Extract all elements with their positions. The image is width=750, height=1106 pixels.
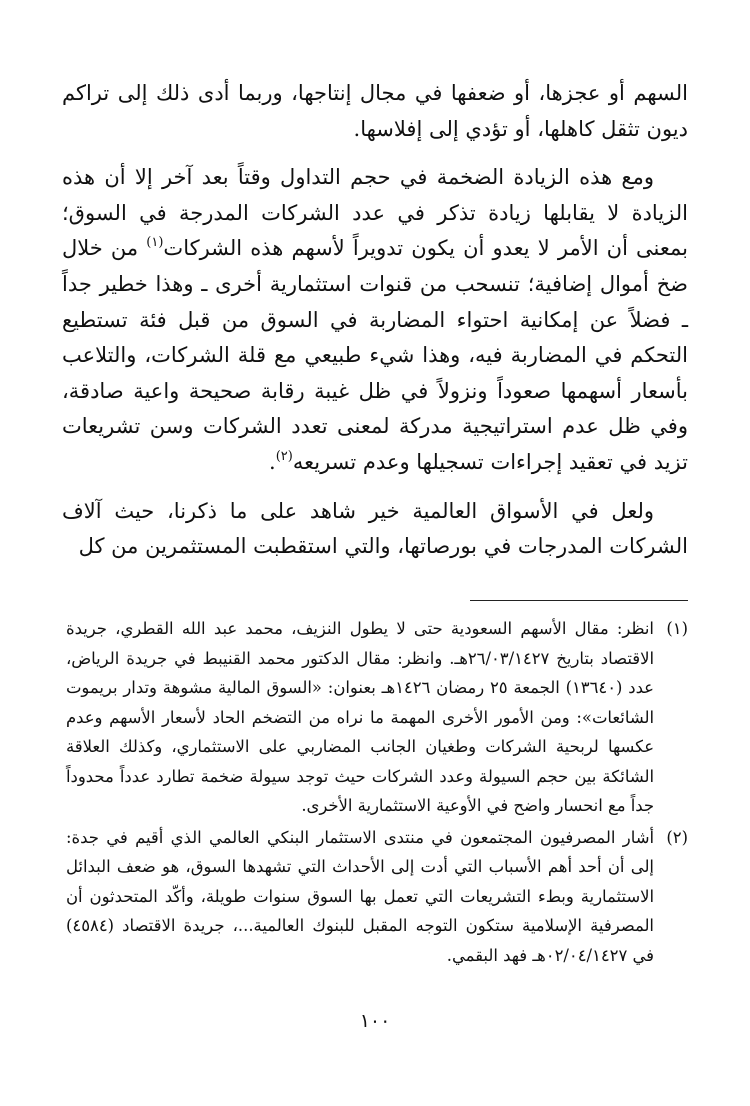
paragraph-3 [62, 494, 688, 565]
page-number: ١٠٠ [359, 1010, 391, 1032]
footnote-1-text: انظر: مقال الأسهم السعودية حتى لا يطول النزيف، محمد عبد الله القطري، جريدة الاقتصاد بتاريخ ٢٦/٠٣/١٤٢٧هـ. وانظر: مقال الدكتور محمد القنيبط في جريدة الرياض، عدد (١٣٦٤٠) الجمعة ٢٥ رمضان ١٤٢٦هـ بعنوان: «السوق المالية مشوهة وتدار بريموت الشائعات»: ومن الأمور الأخرى المهمة ما نراه من التضخم الحاد لأسعار الأسهم وعدم عكسها لربحية الشركات وطغيان الجانب المضاربي على الاستثماري، وكذلك العلاقة الشائكة بين حجم السيولة وعدد الشركات حيث توجد سيولة ضخمة تطارد عدداً محدوداً جداً مع انحسار واضح في الأوعية الاستثمارية الأخرى. [66, 619, 654, 815]
paragraph-3-text: ولعل في الأسواق العالمية خير شاهد على ما ذكرنا، حيث آلاف الشركات المدرجات في بورصاتها، والتي استقطبت المستثمرين من كل [62, 498, 688, 559]
paragraph-1 [62, 76, 688, 147]
footnote-ref-1[interactable]: (١) [146, 235, 164, 251]
footnote-1 [66, 614, 688, 821]
paragraph-2 [62, 160, 688, 480]
paragraph-2-text-c: . [269, 449, 276, 474]
paragraph-2-text-a: ومع هذه الزيادة الضخمة في حجم التداول وقتاً بعد آخر إلا أن هذه الزيادة لا يقابلها زيادة تذكر في عدد الشركات المدرجة في السوق؛ بمعنى أن الأمر لا يعدو أن يكون تدويراً لأسهم هذه الشركات [62, 165, 688, 261]
footnote-ref-2[interactable]: (٢) [275, 448, 293, 464]
main-text [62, 76, 688, 565]
footnote-1-number: (١) [666, 619, 688, 638]
paragraph-2-text-b: من خلال ضخ أموال إضافية؛ تنسحب من قنوات استثمارية أخرى ـ وهذا خطير جداً ـ فضلاً عن إمكانية احتواء المضاربة في السوق من قبل فئة تستطيع التحكم في المضاربة فيه، وهذا شيء طبيعي مع قلة الشركات، والتلاعب بأسعار أسهمها صعوداً ونزولاً في ظل غيبة رقابة صحيحة واعية صادقة، وفي ظل عدم استراتيجية مدركة لمعنى تعدد الشركات وسن تشريعات تزيد في تعقيد إجراءات تسجيلها وعدم تسريعه [62, 236, 688, 474]
footnote-separator [470, 600, 688, 601]
footnotes [66, 614, 688, 972]
footnote-2-number: (٢) [666, 827, 688, 847]
footnote-2 [66, 823, 688, 971]
page-body [62, 76, 688, 578]
footnote-2-text: أشار المصرفيون المجتمعون في منتدى الاستثمار البنكي العالمي الذي أقيم في جدة: إلى أن أحد أهم الأسباب التي أدت إلى الأحداث التي تشهدها السوق، هو ضعف البدائل الاستثمارية وبطء التشريعات التي تعمل بها السوق سنوات طويلة، وأكّد المتحدثون أن المصرفية الإسلامية ستكون التوجه المقبل للبنوك العالمية...، جريدة الاقتصاد (٤٥٨٤) في ٠٢/٠٤/١٤٢٧هـ فهد البقمي. [66, 827, 654, 965]
paragraph-1-text: السهم أو عجزها، أو ضعفها في مجال إنتاجها، وربما أدى ذلك إلى تراكم ديون تثقل كاهلها، أو تؤدي إلى إفلاسها. [62, 81, 688, 141]
